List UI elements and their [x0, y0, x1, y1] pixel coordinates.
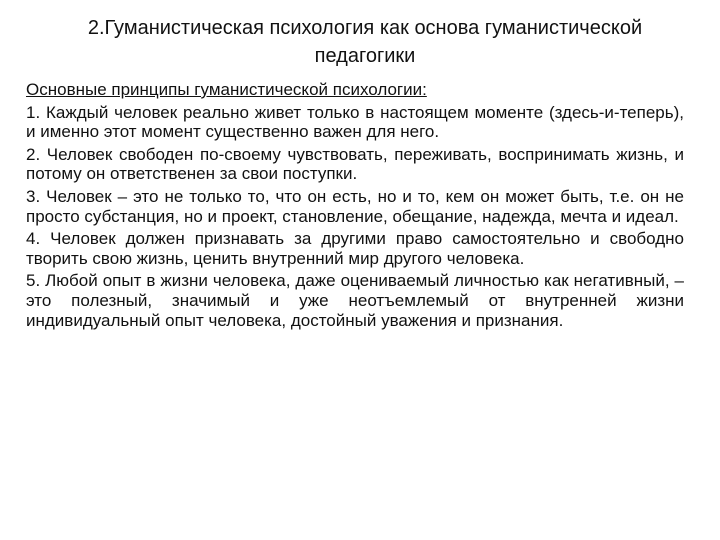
principles-heading: Основные принципы гуманистической психологии:	[26, 80, 427, 99]
slide-title-line-1: 2.Гуманистическая психология как основа гуманистической	[87, 17, 643, 39]
slide-body	[26, 80, 684, 333]
slide-title	[40, 14, 690, 70]
principle-item-5: 5. Любой опыт в жизни человека, даже оцениваемый личностью как негативный, – это полезный, значимый и уже неотъемлемый от внутренней жизни индивидуальный опыт человека, достойный уважения и признания.	[26, 271, 684, 330]
principle-item-1: 1. Каждый человек реально живет только в настоящем моменте (здесь-и-теперь), и именно этот момент существенно важен для него.	[26, 102, 684, 142]
principle-item-2: 2. Человек свободен по-своему чувствовать, переживать, воспринимать жизнь, и потому он ответственен за свои поступки.	[26, 144, 684, 184]
slide-title-line-2: педагогики	[314, 45, 416, 67]
principle-item-4: 4. Человек должен признавать за другими право самостоятельно и свободно творить свою жизнь, ценить внутренний мир другого человека.	[26, 229, 684, 268]
principle-item-3: 3. Человек – это не только то, что он есть, но и то, кем он может быть, т.е. он не просто субстанция, но и проект, становление, обещание, надежда, мечта и идеал.	[26, 186, 684, 226]
